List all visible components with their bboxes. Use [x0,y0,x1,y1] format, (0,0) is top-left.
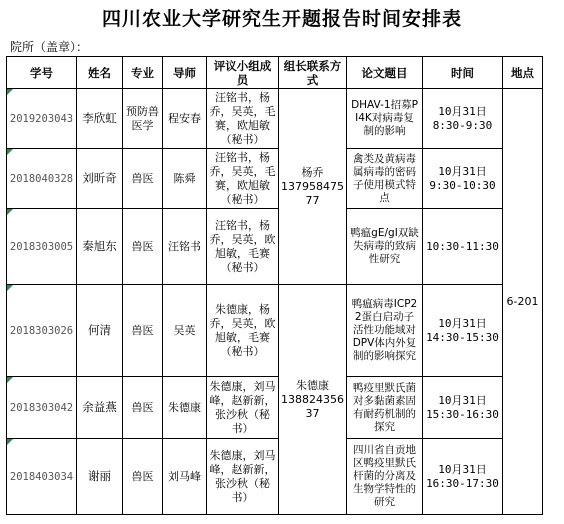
cell-major: 兽医 [123,209,163,285]
comment-marker-icon [7,285,13,291]
comment-marker-icon [7,439,13,445]
cell-topic: 鸭疫里默氏菌对多黏菌素固有耐药机制的探究 [347,377,423,439]
header-leader-contact: 组长联系方式 [279,57,347,89]
header-location: 地点 [503,57,543,89]
cell-time: 10月31日 8:30-9:30 [423,89,503,149]
cell-topic: 禽类及黄病毒属病毒的密码子使用模式特点 [347,149,423,209]
cell-leader-contact-1 [279,89,347,285]
cell-major: 预防兽医学 [123,89,163,149]
cell-committee: 朱德康，刘马峰，赵新新，张沙秋（秘书） [207,377,279,439]
cell-student-id: 2018303005 [7,209,77,285]
cell-advisor: 刘马峰 [163,439,207,515]
cell-leader-contact-2 [279,285,347,515]
cell-time: 10月31日 9:30-10:30 [423,149,503,209]
cell-student-id: 2018040328 [7,149,77,209]
cell-name: 谢丽 [77,439,123,515]
cell-time: 10月31日 15:30-16:30 [423,377,503,439]
comment-marker-icon [7,89,13,95]
cell-name: 刘昕奇 [77,149,123,209]
cell-name: 李欣虹 [77,89,123,149]
cell-student-id: 2018303042 [7,377,77,439]
leader-phone: 13795847577 [281,179,344,207]
header-name: 姓名 [77,57,123,89]
header-time: 时间 [423,57,503,89]
cell-student-id: 2019203043 [7,89,77,149]
institute-label: 院所（盖章）： [10,40,89,54]
cell-topic: 鸭瘟病毒ICP22蛋白启动子活性功能域对DPV体内外复制的影响探究 [347,285,423,377]
cell-committee: 汪铭书，杨乔，吴英，毛赛，欧旭敏（秘书） [207,149,279,209]
cell-major: 兽医 [123,377,163,439]
table-row [7,89,543,149]
cell-time: 10月31日 16:30-17:30 [423,439,503,515]
header-advisor: 导师 [163,57,207,89]
cell-advisor: 汪铭书 [163,209,207,285]
comment-marker-icon [7,209,13,215]
table-row [7,439,543,515]
header-topic: 论文题目 [347,57,423,89]
header-major: 专业 [123,57,163,89]
cell-time: 10月31日 14:30-15:30 [423,285,503,377]
cell-advisor: 吴英 [163,285,207,377]
cell-topic: 鸭瘟gE/gI双缺失病毒的致病性研究 [347,209,423,285]
leader-name: 朱德康 [296,378,329,392]
comment-marker-icon [7,377,13,383]
comment-marker-icon [7,149,13,155]
cell-advisor: 程安春 [163,89,207,149]
table-row [7,285,543,377]
schedule-table [6,56,543,515]
header-committee: 评议小组成员 [207,57,279,89]
cell-name: 秦旭东 [77,209,123,285]
cell-time: 10:30-11:30 [423,209,503,285]
page-title: 四川农业大学研究生开题报告时间安排表 [101,8,462,30]
cell-location: 6-201 [503,89,543,515]
table-row [7,149,543,209]
cell-committee: 朱德康，刘马峰，赵新新，张沙秋（秘书） [207,439,279,515]
cell-name: 何清 [77,285,123,377]
cell-major: 兽医 [123,149,163,209]
cell-committee: 汪铭书，杨乔，吴英，毛赛，欧旭敏（秘书） [207,89,279,149]
cell-committee: 汪铭书，杨乔，吴英，欧旭敏，毛赛（秘书） [207,209,279,285]
leader-phone: 13882435637 [281,392,344,420]
cell-advisor: 陈舜 [163,149,207,209]
cell-name: 余益燕 [77,377,123,439]
header-row [7,57,543,89]
cell-student-id: 2018303026 [7,285,77,377]
cell-advisor: 朱德康 [163,377,207,439]
table-row [7,377,543,439]
cell-committee: 朱德康，杨乔，吴英，欧旭敏，毛赛（秘书） [207,285,279,377]
cell-major: 兽医 [123,285,163,377]
table-row [7,209,543,285]
header-student-id: 学号 [7,57,77,89]
cell-topic: DHAV-1招募PI4K对病毒复制的影响 [347,89,423,149]
cell-topic: 四川省自贡地区鸭疫里默氏杆菌的分离及生物学特性的研究 [347,439,423,515]
cell-major: 兽医 [123,439,163,515]
leader-name: 杨乔 [301,165,324,179]
cell-student-id: 2018403034 [7,439,77,515]
